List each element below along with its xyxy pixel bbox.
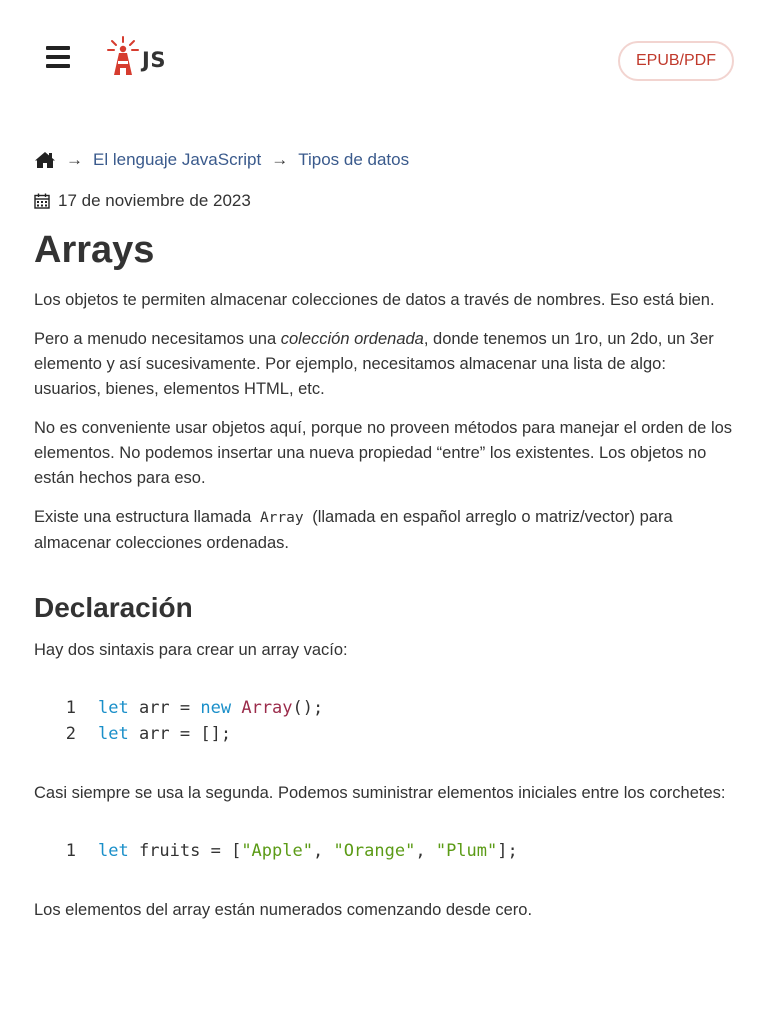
lighthouse-logo-icon [106, 35, 140, 77]
calendar-icon [34, 193, 50, 209]
line-number: 1 [65, 841, 76, 861]
breadcrumb [34, 140, 734, 180]
breadcrumb-separator: → [271, 150, 289, 169]
code-line: 2 let arr = []; [34, 721, 734, 747]
epub-pdf-button[interactable]: EPUB/PDF [618, 41, 734, 81]
site-header [0, 0, 768, 120]
code-line: 1 let arr = new Array (); [34, 695, 734, 721]
article-content [34, 140, 734, 937]
emphasis-ordered-collection: colección ordenada [280, 330, 424, 348]
paragraph-1: Los objetos te permiten almacenar colecciones de datos a través de nombres. Eso está bien. [34, 291, 715, 309]
line-number: 1 [65, 698, 76, 718]
paragraph-6: Casi siempre se usa la segunda. Podemos suministrar elementos iniciales entre los corchetes: [34, 784, 726, 802]
logo-text: JS [142, 48, 166, 72]
code-block-1 [34, 695, 734, 747]
date-text: 17 de noviembre de 2023 [58, 191, 251, 210]
hamburger-menu-icon[interactable] [44, 46, 72, 74]
article-date [34, 186, 734, 216]
paragraph-7: Los elementos del array están numerados comenzando desde cero. [34, 901, 533, 919]
page-title: Arrays [34, 229, 155, 271]
breadcrumb-link-data-types[interactable]: Tipos de datos [298, 150, 410, 169]
home-icon[interactable] [34, 151, 56, 169]
site-logo[interactable] [106, 34, 166, 78]
paragraph-5: Hay dos sintaxis para crear un array vacío: [34, 641, 348, 659]
paragraph-2: Pero a menudo necesitamos una colección ordenada, donde tenemos un 1ro, un 2do, un 3er elemento y así sucesivamente. Por ejemplo, necesitamos almacenar una lista de algo: usuarios, bienes, elementos HTML, etc. [34, 330, 714, 398]
inline-code-array: Array [259, 510, 304, 526]
code-block-2 [34, 838, 734, 864]
paragraph-4: Existe una estructura llamada Array (llamada en español arreglo o matriz/vector) para almacenar colecciones ordenadas. [34, 508, 673, 552]
code-line: 1 let fruits = [ "Apple" , "Orange" , "Plum" ]; [34, 838, 734, 864]
breadcrumb-link-javascript[interactable]: El lenguaje JavaScript [93, 150, 262, 169]
line-number: 2 [65, 724, 76, 744]
section-heading-declaration: Declaración [34, 592, 193, 623]
breadcrumb-separator: → [66, 150, 83, 169]
paragraph-3: No es conveniente usar objetos aquí, porque no proveen métodos para manejar el orden de los elementos. No podemos insertar una nueva propiedad “entre” los existentes. Los objetos no están hechos para eso. [34, 419, 733, 487]
